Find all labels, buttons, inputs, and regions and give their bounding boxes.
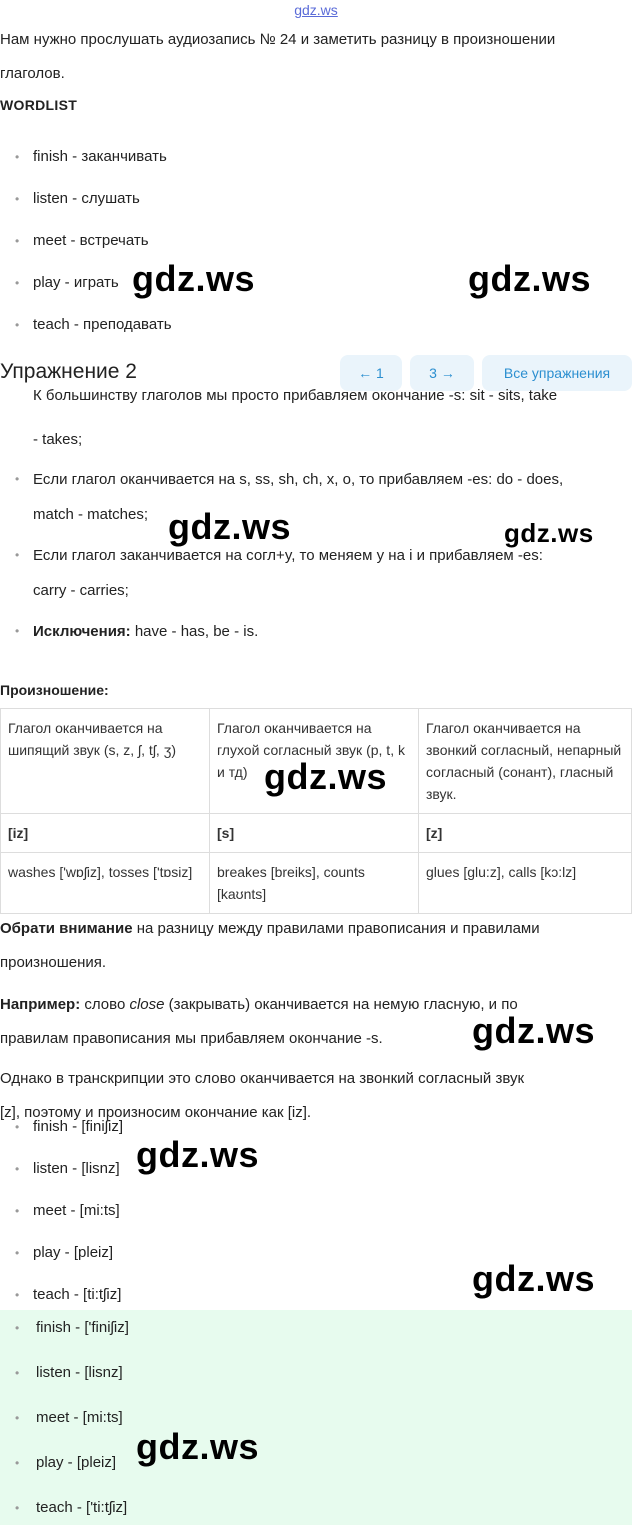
watermark: gdz.ws: [168, 506, 292, 547]
intro-text: Нам нужно прослушать аудиозапись № 24 и заметить разницу в произношении глаголов.: [0, 31, 556, 82]
list-item: • finish - [finiʃiz]: [0, 1112, 632, 1154]
watermark: gdz.ws: [472, 1010, 596, 1051]
rule-1-continuation: - takes;: [33, 431, 83, 448]
list-item: • finish - ['finiʃiz]: [0, 1312, 632, 1357]
rules-clipped-line: К большинству глаголов мы просто прибавляем окончание -s: sit - sits, take: [33, 387, 558, 404]
table-cell: [z]: [419, 814, 632, 853]
however-paragraph: Однако в транскрипции это слово оканчивается на звонкий согласный звук [z], поэтому и произносим окончание как [iz].: [0, 1070, 525, 1121]
list-item: • listen - слушать: [0, 184, 632, 226]
list-item: • play - [pleiz]: [0, 1238, 632, 1280]
watermark: gdz.ws: [504, 518, 594, 548]
watermark: gdz.ws: [264, 756, 388, 797]
list-item: • play - играть: [0, 268, 632, 310]
all-exercises-button[interactable]: Все упражнения: [482, 355, 632, 391]
prev-exercise-button[interactable]: ← 1: [340, 355, 402, 391]
table-cell: [iz]: [1, 814, 210, 853]
table-cell: glues [glu:z], calls [kɔ:lz]: [419, 853, 632, 914]
exercise-title: Упражнение 2: [0, 360, 137, 383]
wordlist: [0, 142, 632, 352]
list-item: • meet - [mi:ts]: [0, 1402, 632, 1447]
table-cell: Глагол оканчивается на шипящий звук (s, z, ʃ, tʃ, ʒ): [1, 709, 210, 814]
watermark: gdz.ws: [472, 1258, 596, 1299]
list-item: • teach - преподавать: [0, 310, 632, 352]
site-link[interactable]: gdz.ws: [294, 2, 338, 18]
list-item: • finish - заканчивать: [0, 142, 632, 184]
table-cell: Глагол оканчивается на звонкий согласный, непарный согласный (сонант), гласный звук.: [419, 709, 632, 814]
rule-exceptions: • Исключения: have - has, be - is.: [0, 614, 632, 654]
note-paragraph: Обрати внимание на разницу между правилами правописания и правилами произношения.: [0, 920, 540, 971]
pronunciation-heading: Произношение:: [0, 682, 109, 698]
table-cell: washes ['wɒʃiz], tosses ['tɒsiz]: [1, 853, 210, 914]
pronunciation-table: [0, 708, 632, 914]
next-exercise-button[interactable]: 3 →: [410, 355, 474, 391]
list-item: • meet - встречать: [0, 226, 632, 268]
wordlist-heading: WORDLIST: [0, 97, 78, 113]
table-row: [1, 853, 632, 914]
list-item: • meet - [mi:ts]: [0, 1196, 632, 1238]
watermark: gdz.ws: [136, 1426, 260, 1467]
table-cell: Глагол оканчивается на глухой согласный звук (p, t, k и тд): [210, 709, 419, 814]
rule-y: • Если глагол заканчивается на согл+y, то меняем y на i и прибавляем -es: carry - carries;: [0, 538, 632, 614]
example-paragraph: Например: слово close (закрывать) оканчивается на немую гласную, и по правилам правописания мы прибавляем окончание -s.: [0, 996, 518, 1047]
list-item: • play - [pleiz]: [0, 1447, 632, 1492]
table-cell: [s]: [210, 814, 419, 853]
watermark: gdz.ws: [132, 258, 256, 299]
list-item: • teach - ['ti:tʃiz]: [0, 1492, 632, 1537]
watermark: gdz.ws: [136, 1134, 260, 1175]
table-cell: breakes [breiks], counts [kaʊnts]: [210, 853, 419, 914]
list-item: • listen - [lisnz]: [0, 1154, 632, 1196]
table-row: [1, 814, 632, 853]
list-item: • listen - [lisnz]: [0, 1357, 632, 1402]
rule-es: • Если глагол оканчивается на s, ss, sh, ch, x, o, то прибавляем -es: do - does, match - matches;: [0, 462, 632, 538]
answers-list-highlighted: [0, 1312, 632, 1537]
watermark: gdz.ws: [468, 258, 592, 299]
list-item: • teach - [ti:tʃiz]: [0, 1280, 632, 1322]
